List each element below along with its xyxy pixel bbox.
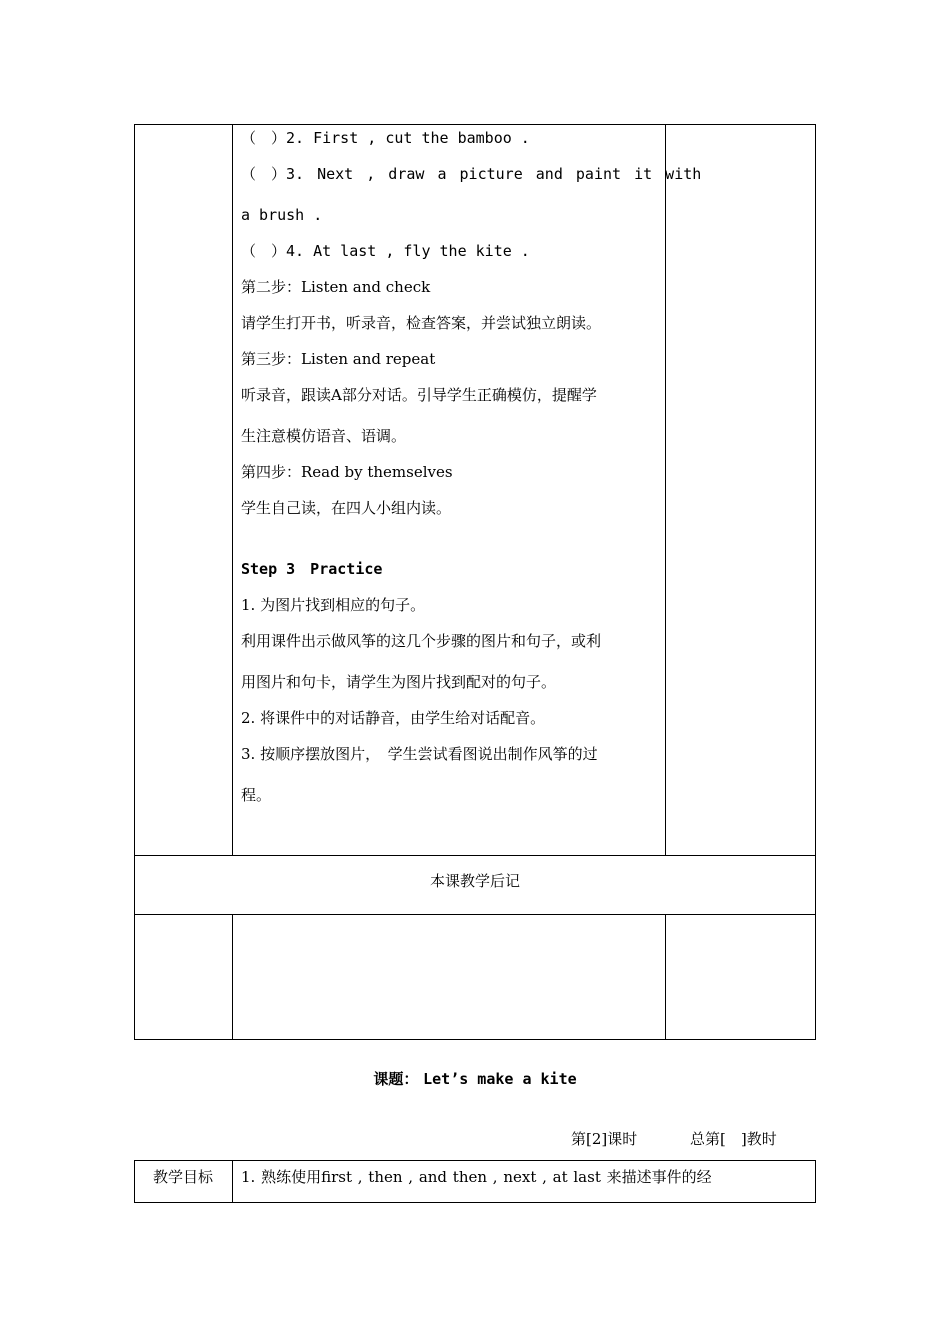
exercise-line: （ ）3. Next , draw a picture and paint it with xyxy=(241,165,702,183)
practice-item: 3. 按顺序摆放图片， 学生尝试看图说出制作风筝的过 xyxy=(241,745,598,763)
table-border-bottom xyxy=(134,1202,816,1203)
column-divider-left xyxy=(232,124,233,856)
objectives-text: 1. 熟练使用first , then , and then , next , at last 来描述事件的经 xyxy=(241,1168,712,1186)
step-heading: 第三步：Listen and repeat xyxy=(241,350,436,368)
column-divider-right xyxy=(665,124,666,856)
row-divider xyxy=(134,914,816,915)
lesson-title xyxy=(134,1068,816,1089)
practice-text: 用图片和句卡，请学生为图片找到配对的句子。 xyxy=(241,673,557,691)
exercise-line: （ ）2. First , cut the bamboo . xyxy=(241,129,530,147)
period-label: 第[2]课时 xyxy=(571,1130,638,1148)
exercise-line: （ ）4. At last , fly the kite . xyxy=(241,242,530,260)
column-divider-left xyxy=(232,914,233,1040)
table-border-bottom xyxy=(134,1039,816,1040)
table-border-top xyxy=(134,124,816,125)
step-heading: 第二步：Listen and check xyxy=(241,278,431,296)
step-text: 请学生打开书，听录音，检查答案，并尝试独立朗读。 xyxy=(241,314,602,332)
column-divider-left xyxy=(232,1160,233,1203)
practice-item: 1. 为图片找到相应的句子。 xyxy=(241,596,426,614)
practice-text: 利用课件出示做风筝的这几个步骤的图片和句子，或利 xyxy=(241,632,602,650)
afterword-header: 本课教学后记 xyxy=(429,872,520,890)
practice-item: 2. 将课件中的对话静音，由学生给对话配音。 xyxy=(241,709,546,727)
total-period-label: 总第[ ]教时 xyxy=(690,1130,777,1148)
step-text: 学生自己读，在四人小组内读。 xyxy=(241,499,452,517)
table-border-top xyxy=(134,1160,816,1161)
practice-text: 程。 xyxy=(241,786,272,804)
objectives-header: 教学目标 xyxy=(152,1168,213,1186)
lesson-title-text: Let’s make a kite xyxy=(423,1070,577,1088)
column-divider-right xyxy=(665,914,666,1040)
step-text: 听录音，跟读A部分对话。引导学生正确模仿，提醒学 xyxy=(241,386,597,404)
section-heading: Step 3 Practice xyxy=(241,560,383,578)
exercise-line: a brush . xyxy=(241,206,323,224)
table-border-right xyxy=(815,1160,816,1203)
step-text: 生注意模仿语音、语调。 xyxy=(241,427,407,445)
table-border-right xyxy=(815,124,816,1040)
lesson-period xyxy=(571,1128,777,1149)
lesson-title-label: 课题： xyxy=(373,1070,419,1088)
step-heading: 第四步：Read by themselves xyxy=(241,463,453,481)
table-border-left xyxy=(134,124,135,1040)
row-divider xyxy=(134,855,816,856)
